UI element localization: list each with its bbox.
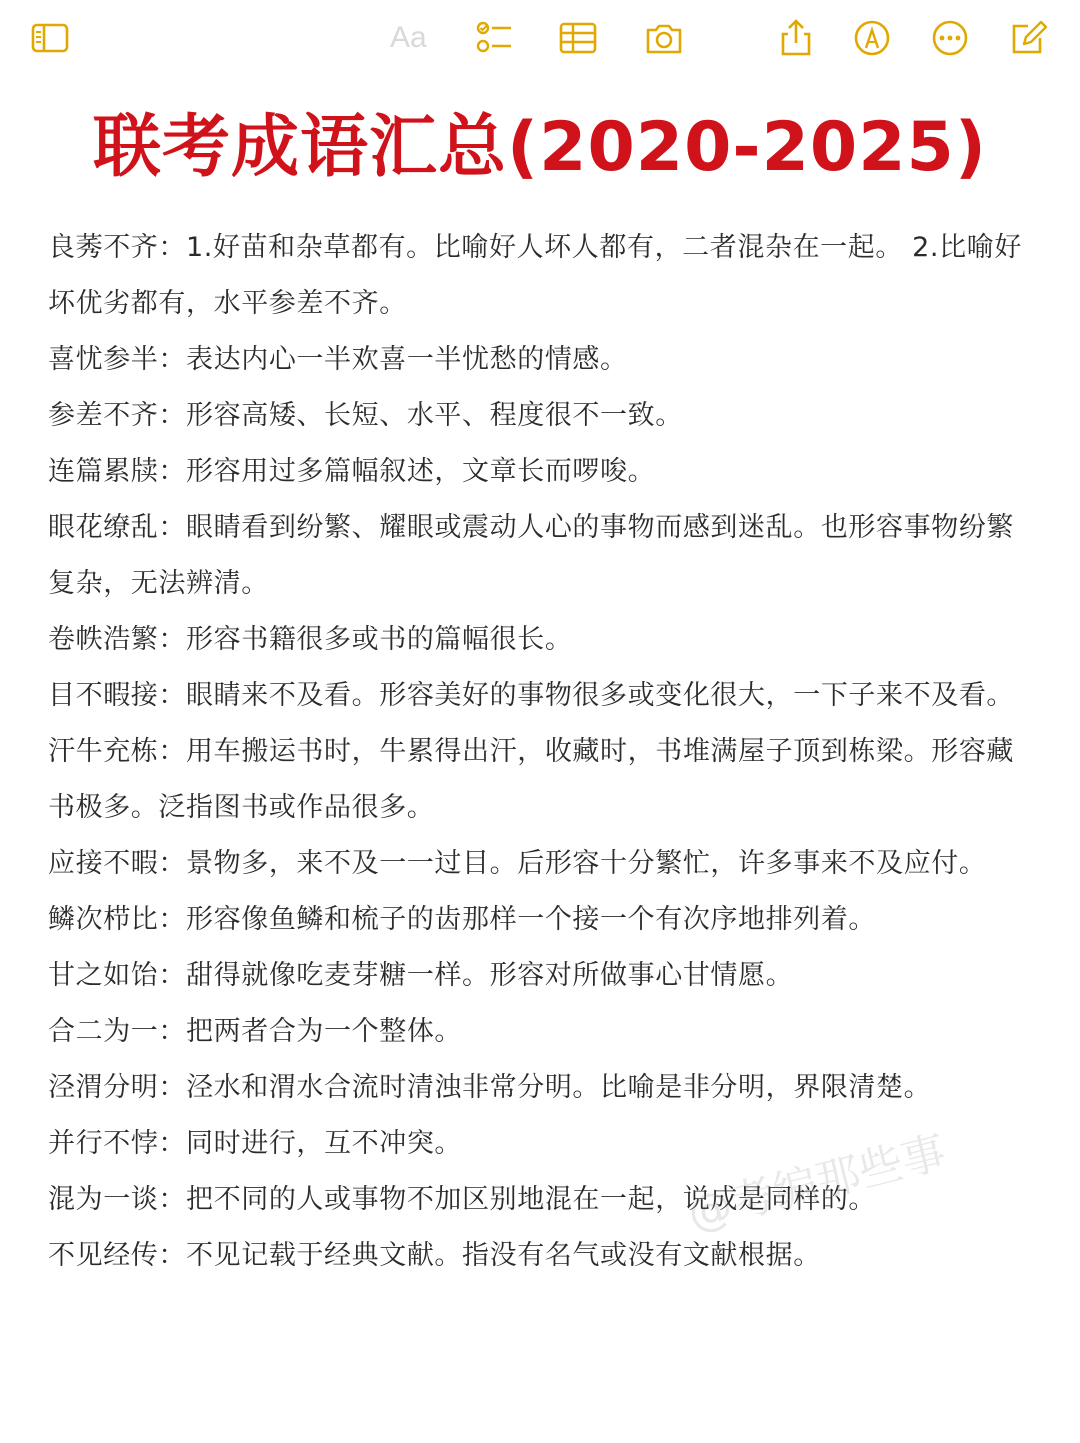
idiom-definition: 甜得就像吃麦芽糖一样。形容对所做事心甘情愿。	[186, 960, 794, 991]
idiom-term: 目不暇接	[48, 680, 159, 711]
idiom-definition: 把两者合为一个整体。	[186, 1016, 463, 1047]
table-icon[interactable]	[558, 18, 598, 58]
format-text-button[interactable]: Aa	[390, 21, 427, 54]
idiom-entry	[48, 1228, 1038, 1284]
idiom-term: 甘之如饴	[48, 960, 159, 991]
idiom-term: 良莠不齐	[48, 232, 159, 263]
idiom-definition: 把不同的人或事物不加区别地混在一起，说成是同样的。	[186, 1184, 877, 1215]
idiom-definition: 1.好苗和杂草都有。比喻好人坏人都有，二者混杂在一起。 2.比喻好坏优劣都有，水平参差不齐。	[48, 232, 1022, 319]
idiom-term: 参差不齐	[48, 400, 159, 431]
markup-icon[interactable]	[852, 18, 892, 58]
idiom-definition: 用车搬运书时，牛累得出汗，收藏时，书堆满屋子顶到栋梁。形容藏书极多。泛指图书或作品很多。	[48, 736, 1015, 823]
sidebar-icon[interactable]	[30, 18, 70, 58]
idiom-definition: 形容用过多篇幅叙述，文章长而啰唆。	[186, 456, 656, 487]
idiom-entry	[48, 836, 1038, 892]
idiom-separator: ：	[158, 848, 187, 879]
notes-toolbar	[0, 0, 1080, 80]
idiom-separator: ：	[158, 1240, 187, 1271]
idiom-entry	[48, 668, 1038, 724]
idiom-entry	[48, 724, 1038, 836]
checklist-icon[interactable]	[474, 18, 514, 58]
idiom-definition: 眼睛来不及看。形容美好的事物很多或变化很大，一下子来不及看。	[186, 680, 1015, 711]
idiom-term: 合二为一	[48, 1016, 159, 1047]
idiom-entry	[48, 1004, 1038, 1060]
idiom-separator: ：	[158, 1016, 187, 1047]
idiom-definition: 表达内心一半欢喜一半忧愁的情感。	[186, 344, 628, 375]
idiom-definition: 形容高矮、长短、水平、程度很不一致。	[186, 400, 683, 431]
idiom-term: 并行不悖	[48, 1128, 159, 1159]
idiom-entry	[48, 892, 1038, 948]
idiom-separator: ：	[158, 344, 187, 375]
idiom-entry	[48, 500, 1038, 612]
idiom-definition: 同时进行，互不冲突。	[186, 1128, 463, 1159]
idiom-list	[48, 220, 1038, 1284]
idiom-entry	[48, 332, 1038, 388]
idiom-term: 连篇累牍	[48, 456, 159, 487]
idiom-term: 混为一谈	[48, 1184, 159, 1215]
idiom-definition: 不见记载于经典文献。指没有名气或没有文献根据。	[186, 1240, 821, 1271]
idiom-entry	[48, 612, 1038, 668]
idiom-separator: ：	[158, 680, 187, 711]
idiom-separator: ：	[158, 512, 187, 543]
idiom-term: 卷帙浩繁	[48, 624, 159, 655]
idiom-separator: ：	[158, 1128, 187, 1159]
idiom-entry	[48, 948, 1038, 1004]
idiom-definition: 眼睛看到纷繁、耀眼或震动人心的事物而感到迷乱。也形容事物纷繁复杂，无法辨清。	[48, 512, 1015, 599]
idiom-term: 眼花缭乱	[48, 512, 159, 543]
idiom-separator: ：	[158, 400, 187, 431]
page-title: 联考成语汇总(2020-2025)	[93, 108, 987, 187]
idiom-term: 应接不暇	[48, 848, 159, 879]
idiom-definition: 形容书籍很多或书的篇幅很长。	[186, 624, 573, 655]
idiom-entry	[48, 1060, 1038, 1116]
idiom-term: 不见经传	[48, 1240, 159, 1271]
idiom-definition: 泾水和渭水合流时清浊非常分明。比喻是非分明，界限清楚。	[186, 1072, 932, 1103]
camera-icon[interactable]	[644, 18, 684, 58]
idiom-entry	[48, 388, 1038, 444]
idiom-term: 泾渭分明	[48, 1072, 159, 1103]
more-icon[interactable]	[930, 18, 970, 58]
idiom-separator: ：	[158, 904, 187, 935]
idiom-term: 喜忧参半	[48, 344, 159, 375]
idiom-entry	[48, 1172, 1038, 1228]
share-icon[interactable]	[776, 18, 816, 58]
idiom-term: 鳞次栉比	[48, 904, 159, 935]
idiom-separator: ：	[158, 232, 187, 263]
idiom-term: 汗牛充栋	[48, 736, 159, 767]
idiom-separator: ：	[158, 736, 187, 767]
watermark-text: @考编那些事	[682, 1126, 952, 1241]
idiom-separator: ：	[158, 624, 187, 655]
idiom-definition: 形容像鱼鳞和梳子的齿那样一个接一个有次序地排列着。	[186, 904, 877, 935]
idiom-separator: ：	[158, 1184, 187, 1215]
idiom-separator: ：	[158, 456, 187, 487]
idiom-entry	[48, 1116, 1038, 1172]
idiom-entry	[48, 220, 1038, 332]
idiom-separator: ：	[158, 960, 187, 991]
compose-icon[interactable]	[1010, 18, 1050, 58]
idiom-definition: 景物多，来不及一一过目。后形容十分繁忙，许多事来不及应付。	[186, 848, 987, 879]
idiom-separator: ：	[158, 1072, 187, 1103]
idiom-entry	[48, 444, 1038, 500]
